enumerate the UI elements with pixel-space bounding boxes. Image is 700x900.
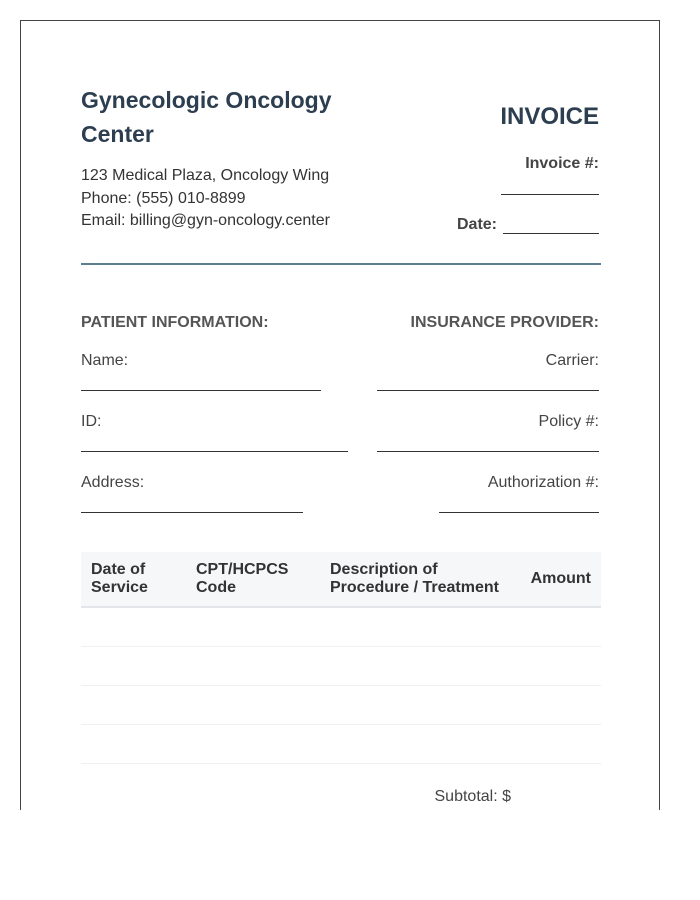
table-row	[81, 607, 601, 647]
subtotal-label: Subtotal: $	[434, 788, 511, 805]
cell-amount[interactable]	[520, 725, 601, 764]
invoice-date-row	[457, 216, 599, 234]
table-row	[81, 647, 601, 686]
cell-code[interactable]	[186, 647, 320, 686]
clinic-name: Gynecologic Oncology Center	[81, 87, 332, 147]
cell-code[interactable]	[186, 607, 320, 647]
services-table	[81, 552, 601, 764]
patient-id-field[interactable]	[81, 451, 348, 452]
authorization-number-field[interactable]	[439, 512, 599, 513]
invoice-number-field[interactable]	[501, 194, 599, 195]
cell-description[interactable]	[320, 647, 520, 686]
invoice-sheet	[20, 20, 660, 810]
carrier-field[interactable]	[377, 390, 599, 391]
cell-date[interactable]	[81, 607, 186, 647]
policy-number-label: Policy #:	[538, 413, 599, 430]
patient-address-label: Address:	[81, 474, 145, 491]
cell-description[interactable]	[320, 686, 520, 725]
clinic-phone: Phone: (555) 010-8899	[81, 189, 246, 207]
carrier-label: Carrier:	[545, 352, 599, 369]
patient-address-field[interactable]	[81, 512, 303, 513]
cell-description[interactable]	[320, 607, 520, 647]
policy-number-field[interactable]	[377, 451, 599, 452]
patient-name-label: Name:	[81, 352, 129, 369]
clinic-address: 123 Medical Plaza, Oncology Wing	[81, 167, 330, 184]
header-divider	[81, 263, 601, 265]
cell-amount[interactable]	[520, 607, 601, 647]
column-header-date: Date of Service	[91, 561, 148, 596]
table-row	[81, 686, 601, 725]
cell-date[interactable]	[81, 647, 186, 686]
column-header-description: Description of Procedure / Treatment	[330, 561, 499, 596]
services-table-wrapper	[81, 552, 601, 764]
cell-code[interactable]	[186, 686, 320, 725]
cell-date[interactable]	[81, 686, 186, 725]
column-header-code: CPT/HCPCS Code	[196, 561, 289, 596]
table-header-row	[81, 552, 601, 607]
cell-amount[interactable]	[520, 647, 601, 686]
cell-code[interactable]	[186, 725, 320, 764]
clinic-contact	[81, 165, 330, 233]
invoice-date-label: Date:	[456, 216, 497, 233]
patient-info-heading: PATIENT INFORMATION:	[81, 314, 269, 331]
cell-date[interactable]	[81, 725, 186, 764]
authorization-number-label: Authorization #:	[487, 474, 599, 491]
patient-name-field[interactable]	[81, 390, 321, 391]
invoice-date-field[interactable]	[503, 216, 599, 234]
cell-description[interactable]	[320, 725, 520, 764]
cell-amount[interactable]	[520, 686, 601, 725]
table-row	[81, 725, 601, 764]
invoice-number-label: Invoice #:	[525, 155, 599, 172]
patient-id-label: ID:	[81, 413, 102, 430]
invoice-title: INVOICE	[500, 103, 599, 130]
clinic-email: Email: billing@gyn-oncology.center	[81, 212, 330, 229]
column-header-amount: Amount	[530, 570, 591, 587]
insurance-provider-heading: INSURANCE PROVIDER:	[410, 314, 599, 331]
